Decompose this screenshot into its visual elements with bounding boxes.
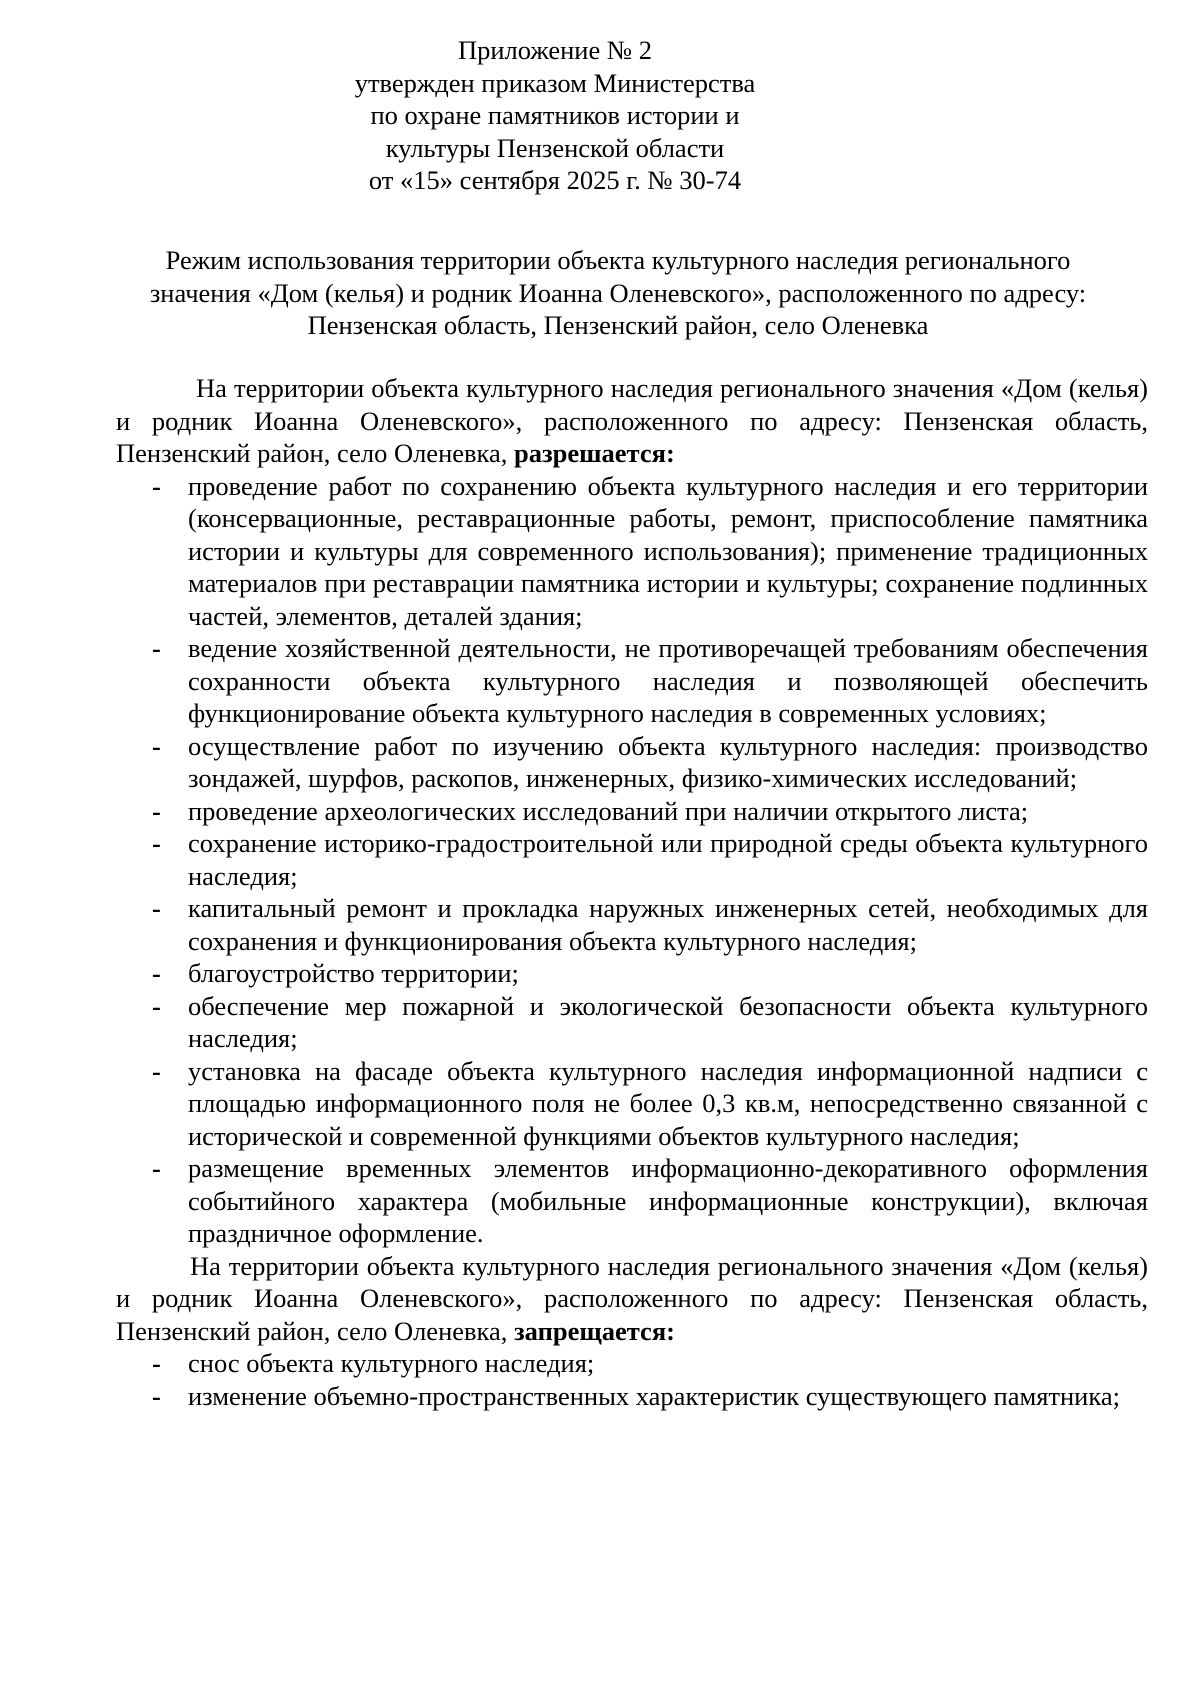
list-item-text: ведение хозяйственной деятельности, не противоречащей требованиям обеспечения сохранности объекта культурного наследия и позволяющей обеспечить функционирование объекта культурного наследия в современных условиях;: [188, 633, 1148, 728]
list-item: [116, 990, 1148, 1055]
list-item: [116, 730, 1148, 795]
list-item: [116, 470, 1148, 633]
list-item-text: проведение археологических исследований при наличии открытого листа;: [188, 795, 1029, 826]
list-item-text: установка на фасаде объекта культурного наследия информационной надписи с площадью информационного поля не более 0,3 кв.м, непосредственно связанной с исторической и современной функциями объектов культурного наследия;: [188, 1055, 1148, 1151]
header-line: Приложение № 2: [457, 35, 652, 65]
dash-bullet: -: [152, 1348, 161, 1378]
list-item-text: размещение временных элементов информационно-декоративного оформления событийного характера (мобильные информационные конструкции), включая праздничное оформление.: [188, 1153, 1148, 1248]
document-title: [118, 244, 1118, 342]
allowed-intro-paragraph: [116, 372, 1148, 470]
allowed-keyword: разрешается:: [514, 438, 675, 468]
document-body: [116, 372, 1148, 1412]
list-item-text: проведение работ по сохранению объекта культурного наследия и его территории (консервационные, реставрационные работы, ремонт, приспособление памятника истории и культуры для современного использования); применение традиционных материалов при реставрации памятника истории и культуры; сохранение подлинных частей, элементов, деталей здания;: [188, 470, 1148, 631]
list-item-text: обеспечение мер пожарной и экологической безопасности объекта культурного наследия;: [188, 990, 1148, 1053]
forbidden-keyword: запрещается:: [514, 1315, 675, 1346]
header-line: утвержден приказом Министерства: [354, 67, 756, 98]
title-line: Пензенская область, Пензенский район, село Оленевка: [307, 310, 929, 340]
allowed-list: [116, 470, 1148, 1250]
list-item: [116, 1380, 1148, 1413]
dash-bullet: -: [152, 730, 161, 761]
list-item: [116, 892, 1148, 957]
title-line: Режим использования территории объекта культурного наследия регионального: [165, 245, 1071, 275]
list-item-text: сохранение историко-градостроительной или природной среды объекта культурного наследия;: [188, 828, 1148, 891]
header-line: по охране памятников истории и: [370, 100, 740, 130]
approval-header: [300, 34, 810, 197]
list-item: [116, 827, 1148, 892]
forbidden-intro-paragraph: [116, 1250, 1148, 1348]
list-item-text: снос объекта культурного наследия;: [188, 1348, 595, 1378]
list-item-text: благоустройство территории;: [188, 958, 519, 988]
dash-bullet: -: [152, 795, 161, 826]
title-line: значения «Дом (келья) и родник Иоанна Оленевского», расположенного по адресу:: [149, 277, 1087, 308]
dash-bullet: -: [152, 828, 161, 858]
dash-bullet: -: [152, 633, 161, 663]
forbidden-list: [116, 1347, 1148, 1412]
dash-bullet: -: [152, 1153, 161, 1183]
dash-bullet: -: [152, 990, 161, 1021]
allowed-intro-text: На территории объекта культурного наследия регионального значения «Дом (келья) и родник Иоанна Оленевского», расположенного по адресу: Пензенская область, Пензенский район, село Оленевка,: [116, 373, 1148, 468]
dash-bullet: -: [152, 893, 161, 923]
header-line: от «15» сентября 2025 г. № 30-74: [368, 165, 742, 195]
list-item: [116, 632, 1148, 730]
list-item-text: изменение объемно-пространственных характеристик существующего памятника;: [188, 1380, 1120, 1411]
dash-bullet: -: [152, 1055, 161, 1086]
dash-bullet: -: [152, 470, 161, 501]
dash-bullet: -: [152, 958, 161, 988]
list-item: [116, 1055, 1148, 1153]
list-item: [116, 1347, 1148, 1380]
dash-bullet: -: [152, 1380, 161, 1411]
list-item: [116, 795, 1148, 828]
list-item: [116, 1152, 1148, 1250]
header-line: культуры Пензенской области: [385, 132, 725, 163]
list-item-text: осуществление работ по изучению объекта культурного наследия: производство зондажей, шурфов, раскопов, инженерных, физико-химических исследований;: [188, 730, 1148, 793]
forbidden-intro-text: На территории объекта культурного наследия регионального значения «Дом (келья) и родник Иоанна Оленевского», расположенного по адресу: Пензенская область, Пензенский район, село Оленевка,: [116, 1250, 1148, 1346]
list-item: [116, 957, 1148, 990]
list-item-text: капитальный ремонт и прокладка наружных инженерных сетей, необходимых для сохранения и функционирования объекта культурного наследия;: [188, 893, 1148, 956]
